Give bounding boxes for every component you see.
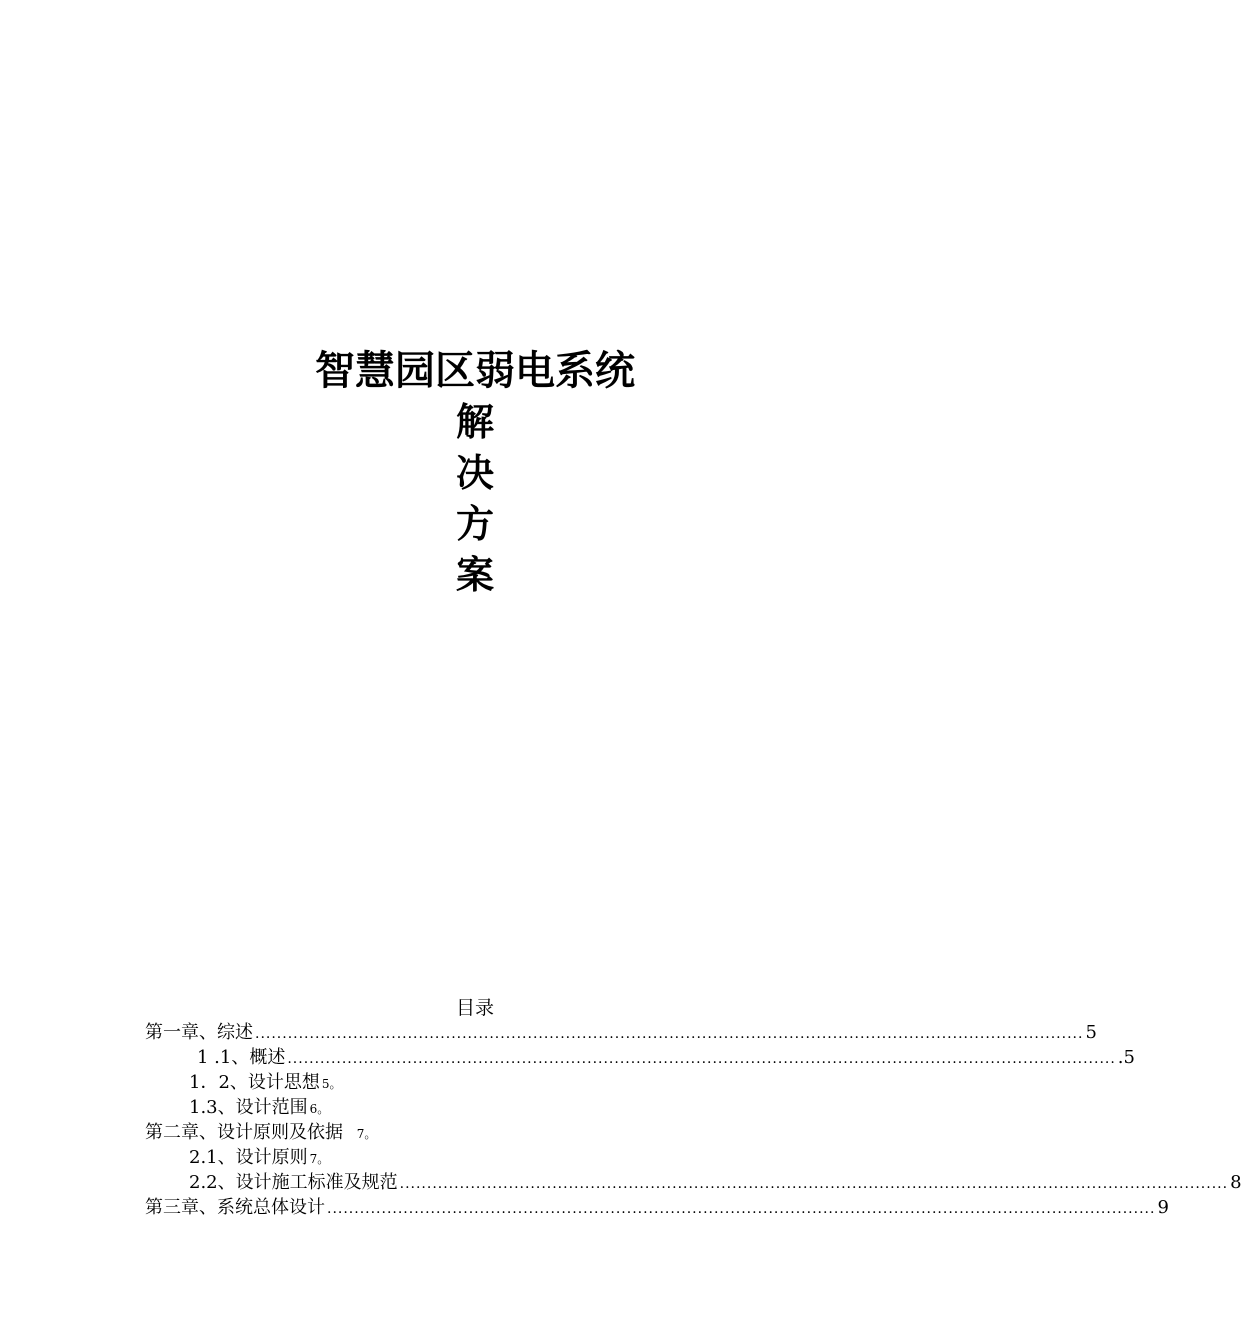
toc-entry[interactable] [145, 1070, 815, 1095]
toc-entry[interactable] [145, 1095, 815, 1120]
title-block [0, 345, 950, 601]
toc-entry-page: 5 [1085, 1022, 1097, 1043]
toc-entry[interactable] [145, 1045, 1135, 1070]
toc-heading: 目录 [455, 997, 494, 1019]
toc-leader-dots: ........................................................................................................................................................ [399, 1176, 1229, 1192]
toc-entry-label: 1 .1、概述 [197, 1047, 286, 1068]
title-char-4: 案 [455, 553, 494, 597]
toc-entry-page: 6。 [309, 1102, 330, 1116]
toc-entry-label: 2.2、设计施工标准及规范 [189, 1172, 398, 1193]
toc-entry[interactable] [145, 1020, 1097, 1045]
toc-entry-page: 5。 [321, 1077, 342, 1091]
toc-entry-label: 第二章、设计原则及依据 [145, 1122, 343, 1143]
toc-entry-label: 1．2、设计思想 [189, 1072, 320, 1093]
toc-leader-dots: ........................................................................................................................................................ [255, 1026, 1084, 1042]
toc-leader-dots: ........................................................................................................................................................ [327, 1201, 1156, 1217]
toc-entry-page: .5 [1117, 1047, 1135, 1068]
table-of-contents [145, 1020, 1242, 1220]
toc-entry-page: 7。 [309, 1152, 330, 1166]
toc-entry-page: 8 [1230, 1172, 1242, 1193]
toc-entry[interactable] [145, 1195, 1169, 1220]
title-char-3: 方 [455, 502, 494, 546]
toc-entry-label: 第三章、系统总体设计 [145, 1197, 325, 1218]
toc-entry[interactable] [145, 1120, 815, 1145]
toc-entry-label: 第一章、综述 [145, 1022, 253, 1043]
title-char-1: 解 [455, 400, 494, 444]
toc-entry-page: 7。 [356, 1127, 377, 1141]
title-char-2: 决 [455, 451, 494, 495]
toc-entry[interactable] [145, 1170, 1242, 1195]
toc-entry-label: 2.1、设计原则 [189, 1147, 308, 1168]
toc-entry-page: 9 [1157, 1197, 1169, 1218]
toc-leader-dots: ........................................................................................................................................................ [287, 1051, 1116, 1067]
toc-entry[interactable] [145, 1145, 815, 1170]
toc-entry-label: 1.3、设计范围 [189, 1097, 308, 1118]
document-title: 智慧园区弱电系统 [315, 348, 635, 394]
